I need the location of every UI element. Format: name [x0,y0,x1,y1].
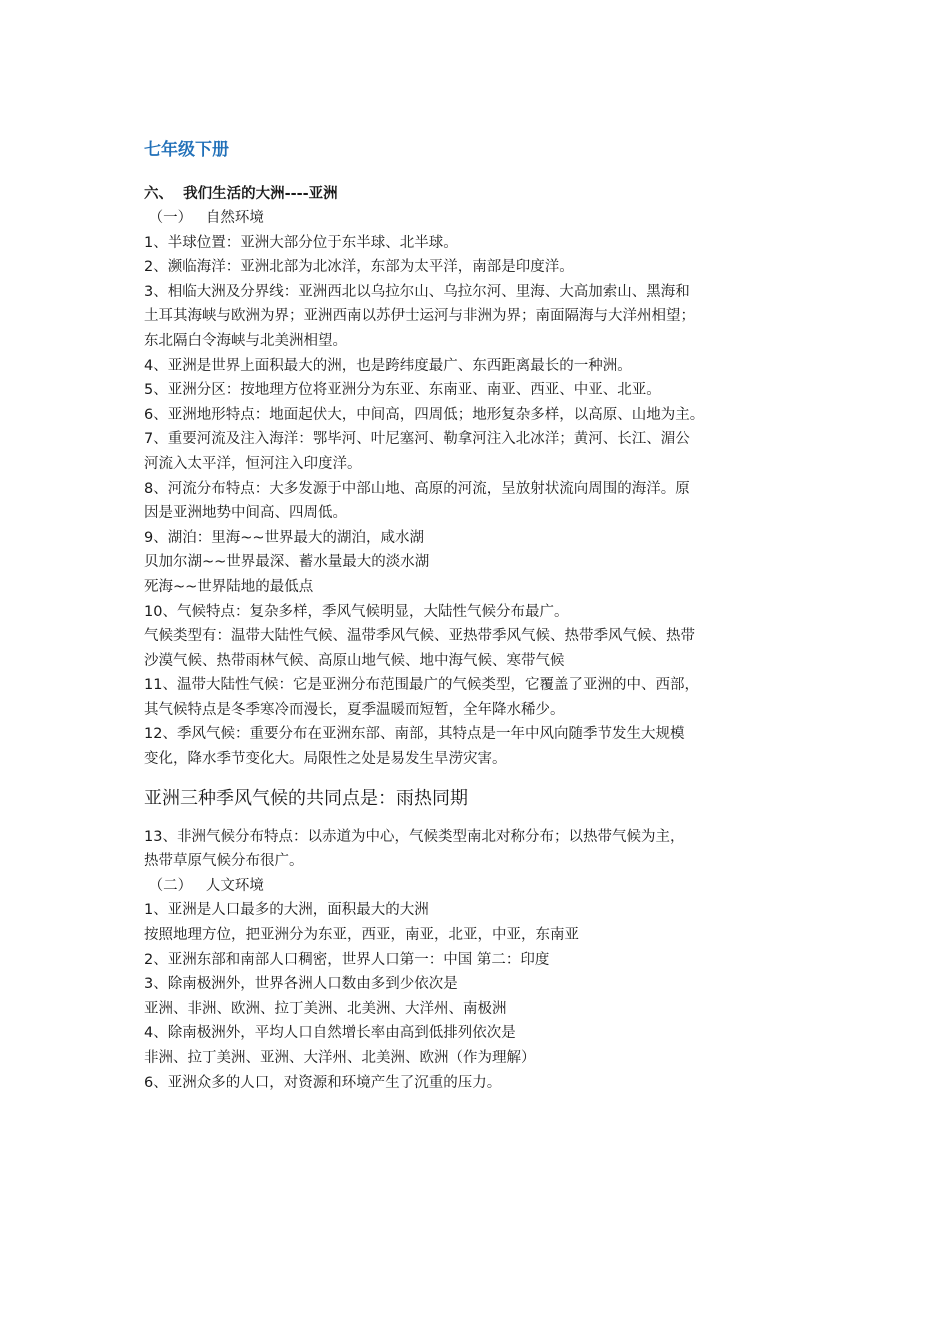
text-line: 10、气候特点：复杂多样，季风气候明显，大陆性气候分布最广。 [144,603,569,620]
chapter-title: 六、 我们生活的大洲----亚洲 [144,186,338,202]
human-environment-lines [144,898,816,1095]
text-line: 土耳其海峡与欧洲为界；亚洲西南以苏伊士运河与非洲为界；南面隔海与大洋州相望； [144,308,695,325]
text-line: 沙漠气候、热带雨林气候、高原山地气候、地中海气候、寒带气候 [144,652,565,669]
text-line: 13、非洲气候分布特点：以赤道为中心，气候类型南北对称分布；以热带气候为主， [144,828,685,845]
text-line: 亚洲、非洲、欧洲、拉丁美洲、北美洲、大洋州、南极洲 [144,1000,507,1017]
text-line: 12、季风气候：重要分布在亚洲东部、南部，其特点是一年中风向随季节发生大规模 [144,726,685,743]
section-heading-human: （二） 人文环境 [144,877,264,894]
text-line: 4、除南极洲外，平均人口自然增长率由高到低排列依次是 [144,1025,516,1042]
text-line: 贝加尔湖~~世界最深、蓄水量最大的淡水湖 [144,554,430,571]
africa-climate-lines [144,825,816,874]
text-line: 死海~~世界陆地的最低点 [144,578,314,595]
text-line: 气候类型有：温带大陆性气候、温带季风气候、亚热带季风气候、热带季风气候、热带 [144,628,695,645]
text-line: 6、亚洲众多的人口，对资源和环境产生了沉重的压力。 [144,1074,502,1091]
text-line: 6、亚洲地形特点：地面起伏大，中间高，四周低；地形复杂多样，以高原、山地为主。 [144,406,705,423]
text-line: 因是亚洲地势中间高、四周低。 [144,505,347,522]
text-line: 1、亚洲是人口最多的大洲，面积最大的大洲 [144,902,429,919]
text-line: 河流入太平洋，恒河注入印度洋。 [144,455,362,472]
text-line: 5、亚洲分区：按地理方位将亚洲分为东亚、东南亚、南亚、西亚、中亚、北亚。 [144,382,661,399]
text-line: 11、温带大陆性气候：它是亚洲分布范围最广的气候类型，它覆盖了亚洲的中、西部， [144,677,699,694]
text-line: 变化，降水季节变化大。局限性之处是易发生旱涝灾害。 [144,751,507,768]
natural-environment-lines [144,231,816,772]
text-line: 2、亚洲东部和南部人口稠密，世界人口第一：中国 第二：印度 [144,951,550,968]
text-line: 按照地理方位，把亚洲分为东亚，西亚，南亚，北亚，中亚，东南亚 [144,927,579,944]
text-line: 热带草原气候分布很广。 [144,853,304,870]
text-line: 9、湖泊：里海~~世界最大的湖泊，咸水湖 [144,529,425,546]
document-content [144,138,816,1095]
text-line: 3、相临大洲及分界线：亚洲西北以乌拉尔山、乌拉尔河、里海、大高加索山、黑海和 [144,283,690,300]
text-line: 3、除南极洲外，世界各洲人口数由多到少依次是 [144,976,458,993]
text-line: 其气候特点是冬季寒冷而漫长，夏季温暖而短暂，全年降水稀少。 [144,701,565,718]
section-heading-natural: （一） 自然环境 [144,210,264,226]
doc-title: 七年级下册 [144,140,229,160]
text-line: 2、濒临海洋：亚洲北部为北冰洋，东部为太平洋，南部是印度洋。 [144,259,574,276]
text-line: 东北隔白令海峡与北美洲相望。 [144,332,347,349]
text-line: 非洲、拉丁美洲、亚洲、大洋州、北美洲、欧洲（作为理解） [144,1050,536,1066]
text-line: 4、亚洲是世界上面积最大的洲，也是跨纬度最广、东西距离最长的一种洲。 [144,357,632,374]
monsoon-heading: 亚洲三种季风气候的共同点是：雨热同期 [144,787,468,809]
text-line: 8、河流分布特点：大多发源于中部山地、高原的河流，呈放射状流向周围的海洋。原 [144,480,690,497]
text-line: 1、半球位置：亚洲大部分位于东半球、北半球。 [144,234,458,251]
text-line: 7、重要河流及注入海洋：鄂毕河、叶尼塞河、勒拿河注入北冰洋；黄河、长江、湄公 [144,431,690,448]
